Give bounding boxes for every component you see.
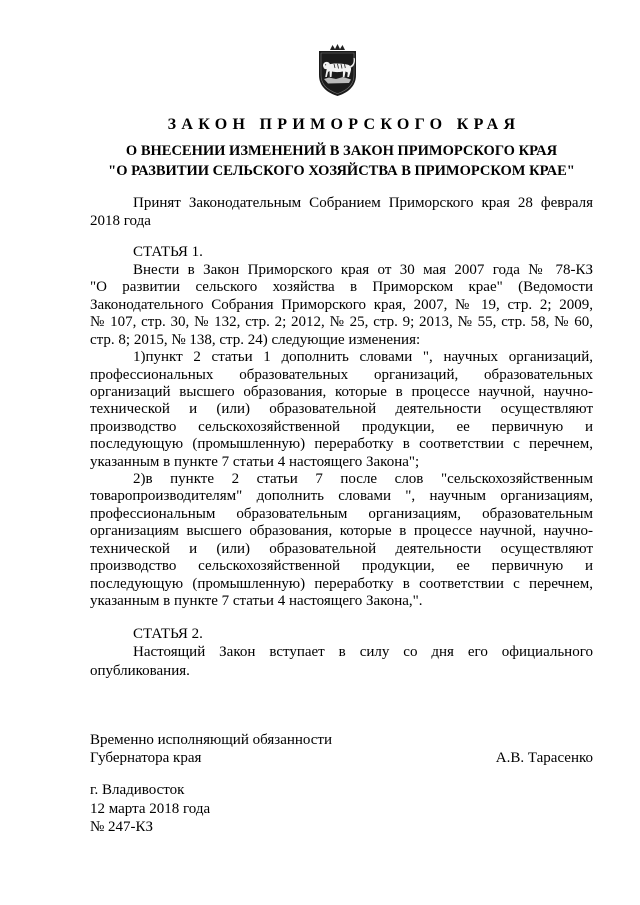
adoption-line: Принят Законодательным Собранием Приморского края 28 февраля: [133, 195, 593, 211]
signatory-name: А.В. Тарасенко: [495, 750, 593, 766]
article-1-intro-line: Внести в Закон Приморского края от 30 мая 2007 года № 78-КЗ: [133, 262, 593, 278]
amendment-item-1-line: профессиональных образовательных организаций, образовательных: [90, 366, 593, 383]
amendment-item-1: [90, 349, 593, 471]
amendment-item-1-line: организаций высшего образования, которые в процессе научной, научно-: [90, 383, 593, 400]
signature-row: [90, 749, 593, 767]
amendment-item-2-line: организациям высшего образования, которые в процессе научной, научно-: [90, 523, 593, 540]
article-2-line: опубликования.: [90, 662, 190, 679]
article-1-intro-line: стр. 8; 2015, № 138, стр. 24) следующие изменения:: [90, 331, 421, 348]
article-1-intro-paragraph: [90, 262, 593, 349]
signatory-position-line: Губернатора края: [90, 750, 202, 766]
amendment-item-2-line: производство сельскохозяйственной продукции, ее первичную и: [90, 558, 593, 575]
subtitle-line: О ВНЕСЕНИИ ИЗМЕНЕНИЙ В ЗАКОН ПРИМОРСКОГО КРАЯ: [125, 143, 558, 159]
article-1-body: [90, 262, 593, 610]
coat-of-arms-icon: [316, 44, 359, 97]
article-heading-text: СТАТЬЯ 1.: [133, 244, 203, 260]
amendment-item-2-line: профессиональным образовательным организациям, образовательным: [90, 505, 593, 522]
signatory-position-line: Временно исполняющий обязанности: [90, 732, 333, 748]
article-1-intro-line: № 107, стр. 30, № 132, стр. 2; 2012, № 25, стр. 9; 2013, № 55, стр. 58, № 60,: [90, 314, 593, 331]
amendment-item-2-line: товаропроизводителям" дополнить словами ", научным организациям,: [90, 488, 593, 505]
amendment-item-1-line: 1)пункт 2 статьи 1 дополнить словами ", научных организаций,: [133, 349, 593, 366]
amendment-item-2: [90, 471, 593, 610]
amendment-item-1-line: технической и (или) образовательной деятельности осуществляют: [90, 401, 593, 418]
article-2-heading: [90, 625, 593, 643]
article-1-heading: [90, 243, 593, 261]
article-heading-text: СТАТЬЯ 2.: [133, 626, 203, 642]
article-1-intro-line: "О развитии сельского хозяйства в Приморском крае" (Ведомости: [90, 279, 593, 296]
amendment-item-1-line: последующую (промышленную) переработку в соответствии с перечнем,: [90, 436, 593, 453]
article-2-body: [90, 643, 593, 680]
signature-block: [90, 731, 593, 767]
law-subtitle: [90, 141, 593, 181]
issue-details: [90, 781, 593, 837]
amendment-item-2-line: последующую (промышленную) переработку в соответствии с перечнем,: [90, 575, 593, 592]
adoption-paragraph: [90, 194, 593, 230]
amendment-item-2-line: 2)в пункте 2 статьи 7 после слов "сельскохозяйственным: [133, 471, 593, 488]
article-2-line: Настоящий Закон вступает в силу со дня его официального: [133, 644, 593, 660]
adoption-line: 2018 года: [90, 213, 151, 229]
amendment-item-2-line: указанным в пункте 7 статьи 4 настоящего Закона,".: [90, 593, 423, 610]
amendment-item-1-line: указанным в пункте 7 статьи 4 настоящего Закона";: [90, 453, 420, 470]
amendment-item-2-line: технической и (или) образовательной деятельности осуществляют: [90, 540, 593, 557]
amendment-item-1-line: производство сельскохозяйственной продукции, ее первичную и: [90, 418, 593, 435]
issue-date: 12 марта 2018 года: [90, 800, 211, 817]
article-1-intro-line: Законодательного Собрания Приморского края, 2007, № 19, стр. 2; 2009,: [90, 296, 593, 313]
issue-place: г. Владивосток: [90, 782, 185, 798]
law-number: № 247-КЗ: [90, 819, 154, 835]
law-title: ЗАКОН ПРИМОРСКОГО КРАЯ: [167, 116, 521, 133]
subtitle-line: "О РАЗВИТИИ СЕЛЬСКОГО ХОЗЯЙСТВА В ПРИМОРСКОМ КРАЕ": [108, 163, 575, 179]
